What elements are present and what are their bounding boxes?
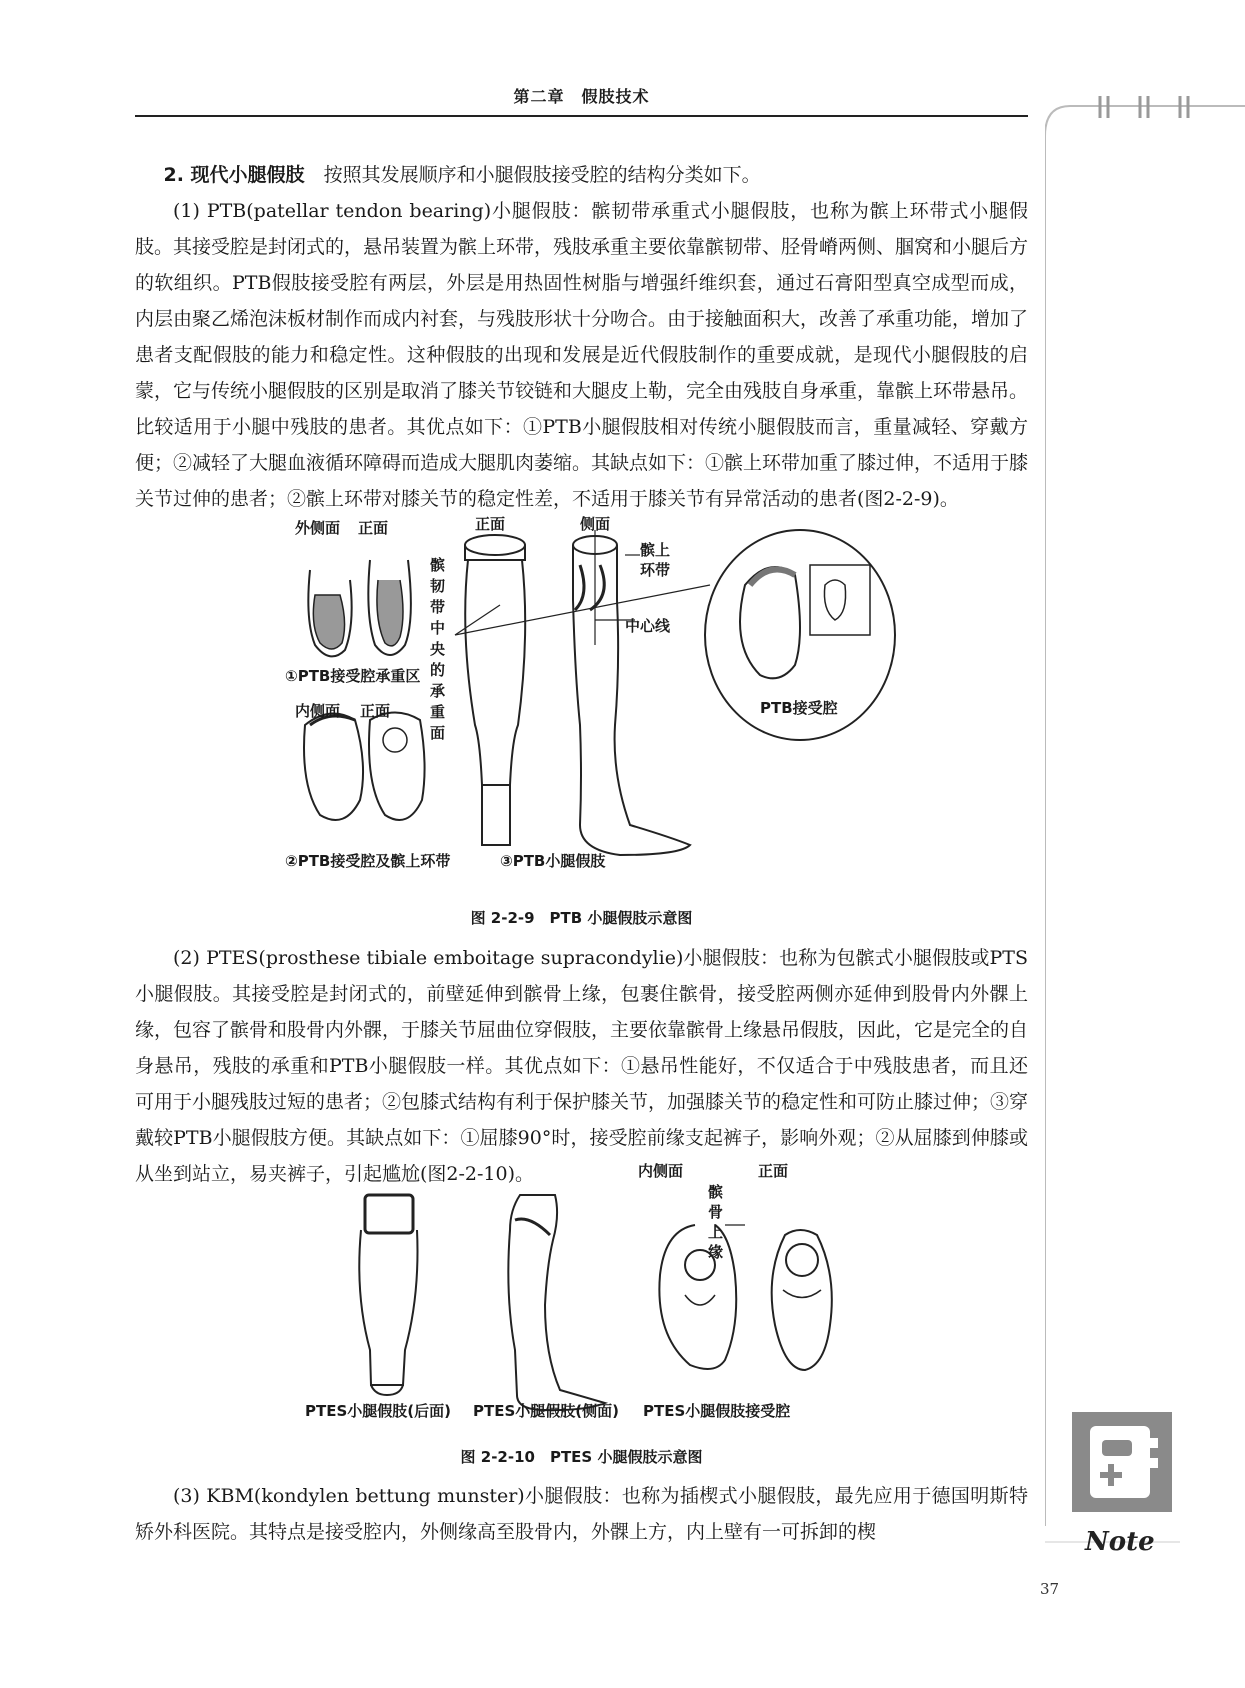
page-number: 37	[1040, 1580, 1060, 1598]
label-patella-edge: 髌骨上缘	[708, 1183, 724, 1261]
figure-2-2-9-caption: 图 2-2-9 PTB 小腿假肢示意图	[470, 909, 693, 927]
figure-2-2-10-caption: 图 2-2-10 PTES 小腿假肢示意图	[460, 1448, 703, 1466]
note-icon	[1072, 1412, 1172, 1512]
label-ptes-front: 正面	[758, 1162, 789, 1180]
note-label: Note	[1085, 1527, 1155, 1557]
label-sub2: ②PTB接受腔及髌上环带	[285, 852, 451, 870]
label-medial: 内侧面	[295, 702, 341, 720]
label-strap: 髌上环带	[640, 541, 671, 579]
text-block-1	[135, 157, 1028, 517]
section-lead-rest: 按照其发展顺序和小腿假肢接受腔的结构分类如下。	[323, 164, 761, 186]
section-lead-paragraph	[135, 157, 1028, 193]
chapter-header: 第二章 假肢技术	[513, 87, 650, 106]
label-sub3: ③PTB小腿假肢	[500, 852, 606, 870]
label-ptes-medial: 内侧面	[638, 1162, 684, 1180]
figure-2-2-10	[305, 1162, 865, 1425]
figure-2-2-10-drawing	[305, 1185, 865, 1425]
figure-2-2-9	[285, 515, 990, 885]
label-sub1: ①PTB接受腔承重区	[285, 667, 421, 685]
label-lateral: 外侧面	[295, 519, 341, 537]
label-ptb-socket: PTB接受腔	[760, 699, 838, 717]
label-ptes-back: PTES小腿假肢(后面)	[305, 1402, 451, 1420]
text-block-3	[135, 1478, 1028, 1550]
label-center-line: 中心线	[625, 617, 671, 635]
paragraph-kbm: (3) KBM(kondylen bettung munster)小腿假肢：也称为插楔式小腿假肢，最先应用于德国明斯特矫外科医院。其特点是接受腔内，外侧缘高至股骨内，外髁上方，内上壁有一可拆卸的楔	[135, 1485, 1028, 1543]
side-decoration	[1045, 96, 1245, 1556]
label-side: 侧面	[580, 515, 611, 533]
section-lead: 2. 现代小腿假肢	[163, 164, 305, 186]
label-front-3: 正面	[475, 515, 506, 533]
paragraph-ptes: (2) PTES(prosthese tibiale emboitage supracondylie)小腿假肢：也称为包髌式小腿假肢或PTS小腿假肢。其接受腔是封闭式的，前壁延伸到髌骨上缘，包裹住髌骨，接受腔两侧亦延伸到股骨内外髁上缘，包容了髌骨和股骨内外髁，于膝关节屈曲位穿假肢，主要依靠髌骨上缘悬吊假肢，因此，它是完全的自身悬吊，残肢的承重和PTB小腿假肢一样。其优点如下：①悬吊性能好，不仅适合于中残肢患者，而且还可用于小腿残肢过短的患者；②包膝式结构有利于保护膝关节，加强膝关节的稳定性和可防止膝过伸；③穿戴较PTB小腿假肢方便。其缺点如下：①屈膝90°时，接受腔前缘支起裤子，影响外观；②从屈膝到伸膝或从坐到站立，易夹裤子，引起尴尬(图2-2-10)。	[135, 947, 1029, 1185]
label-tendon: 髌韧带中央的承重面	[430, 556, 446, 742]
label-ptes-side: PTES小腿假肢(侧面)	[473, 1402, 619, 1420]
label-ptes-socket: PTES小腿假肢接受腔	[643, 1402, 791, 1420]
header-rule	[135, 115, 1028, 117]
paragraph-ptb: (1) PTB(patellar tendon bearing)小腿假肢：髌韧带承重式小腿假肢，也称为髌上环带式小腿假肢。其接受腔是封闭式的，悬吊装置为髌上环带，残肢承重主要依靠髌韧带、胫骨嵴两侧、腘窝和小腿后方的软组织。PTB假肢接受腔有两层，外层是用热固性树脂与增强纤维织套，通过石膏阳型真空成型而成，内层由聚乙烯泡沫板材制作而成内衬套，与残肢形状十分吻合。由于接触面积大，改善了承重功能，增加了患者支配假肢的能力和稳定性。这种假肢的出现和发展是近代假肢制作的重要成就，是现代小腿假肢的启蒙，它与传统小腿假肢的区别是取消了膝关节铰链和大腿皮上勒，完全由残肢自身承重，靠髌上环带悬吊。比较适用于小腿中残肢的患者。其优点如下：①PTB小腿假肢相对传统小腿假肢而言，重量减轻、穿戴方便；②减轻了大腿血液循环障碍而造成大腿肌肉萎缩。其缺点如下：①髌上环带加重了膝过伸，不适用于膝关节过伸的患者；②髌上环带对膝关节的稳定性差，不适用于膝关节有异常活动的患者(图2-2-9)。	[135, 200, 1029, 510]
text-block-2	[135, 940, 1028, 1192]
label-front-2: 正面	[360, 702, 391, 720]
label-front-1: 正面	[358, 519, 389, 537]
